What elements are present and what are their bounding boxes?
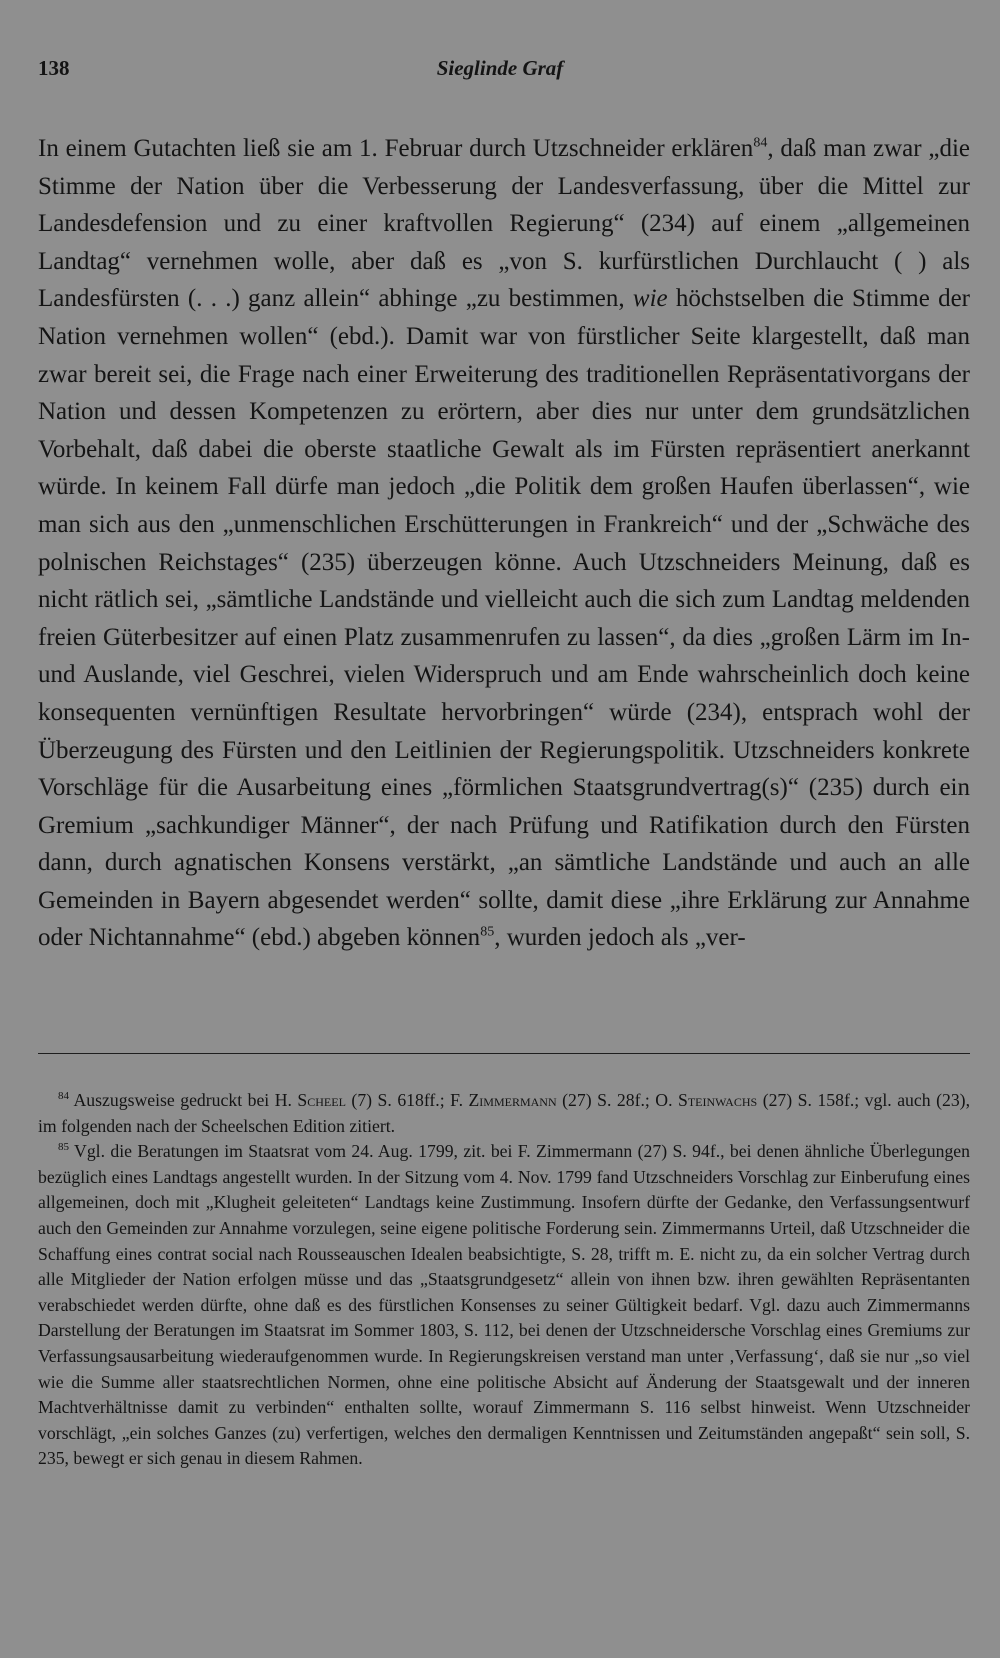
page-number: 138 xyxy=(38,56,70,80)
body-text-segment: höchstselben die Stimme der Nation vernehmen wollen“ (ebd.). Damit war von fürstlicher Seite klargestellt, daß man zwar bereit sei, die Frage nach einer Erweiterung des traditionellen Repräsentativorgans der Nation und dessen Kompetenzen zu erörtern, aber dies nur unter dem grundsätzlichen Vorbehalt, daß dabei die oberste staatliche Gewalt als im Fürsten repräsentiert anerkannt würde. In keinem Fall dürfe man jedoch „die Politik dem großen Haufen überlassen“, wie man sich aus den „unmenschlichen Erschütterungen in Frankreich“ und der „Schwäche des polnischen Reichstages“ (235) überzeugen könne. Auch Utzschneiders Meinung, daß es nicht rätlich sei, „sämtliche Landstände und vielleicht auch die sich zum Landtag meldenden freien Güterbesitzer auf einen Platz zusammenrufen zu lassen“, da dies „großen Lärm im In- und Auslande, viel Geschrei, vielen Widerspruch und am Ende wahrscheinlich doch keine konsequenten vernünftigen Resultate hervorbringen“ würde (234), entsprach wohl der Überzeugung des Fürsten und den Leitlinien der Regierungspolitik. Utzschneiders konkrete Vorschläge für die Ausarbeitung eines „förmlichen Staatsgrundvertrag(s)“ (235) durch ein Gremium „sachkundiger Männer“, der nach Prüfung und Ratifikation durch den Fürsten dann, durch agnatischen Konsens verstärkt, „an sämtliche Landstände und auch an alle Gemeinden in Bayern abgesendet werden“ sollte, damit diese „ihre Erklärung zur Annahme oder Nichtannahme“ (ebd.) abgeben können xyxy=(38,285,970,952)
footnotes xyxy=(38,1088,970,1472)
footnote-text: (7) S. 618ff.; F. xyxy=(345,1090,469,1110)
footnote-text: (27) S. 158f.; vgl. auch (23), im folgenden nach der Scheelschen Edition zitiert. xyxy=(38,1090,970,1136)
author-name: Zimmermann xyxy=(468,1090,557,1110)
author-name: Steinwachs xyxy=(678,1090,758,1110)
running-head: Sieglinde Graf xyxy=(436,56,564,80)
body-paragraph xyxy=(38,130,970,957)
footnote-ref: 84 xyxy=(753,135,768,151)
body-text-segment: In einem Gutachten ließ sie am 1. Februar durch Utzschneider erklären xyxy=(38,135,754,162)
footnote-mark: 85 xyxy=(58,1141,69,1154)
footnote-text: Auszugsweise gedruckt bei H. xyxy=(69,1090,298,1110)
footnote xyxy=(38,1139,970,1472)
body-text-segment: , wurden jedoch als „ver- xyxy=(494,924,746,952)
italic-word: wie xyxy=(632,285,668,313)
author-name: Scheel xyxy=(297,1090,346,1110)
footnote-text: Vgl. die Beratungen im Staatsrat vom 24. Aug. 1799, zit. bei F. Zimmermann (27) S. 94f., bei denen ähnliche Überlegungen bezüglich eines Landtags angestellt wurden. In der Sitzung vom 4. Nov. 1799 fand Utzschneiders Vorschlag zur Einberufung eines allgemeinen, doch mit „Klugheit geleiteten“ Landtags keine Zustimmung. Insofern dürfte der Gedanke, den Verfassungsentwurf auch den Gemeinden zur Annahme vorzulegen, seine eigene politische Forderung sein. Zimmermanns Urteil, daß Utzschneider die Schaffung eines contrat social nach Rousseauschen Idealen beabsichtigte, S. 28, trifft m. E. nicht zu, da ein solcher Vertrag durch alle Mitglieder der Nation erfolgen müsse und das „Staatsgrundgesetz“ allein von ihnen bzw. ihren gewählten Repräsentanten verabschiedet werden dürfte, ohne daß es des fürstlichen Konsenses zu seiner Gültigkeit bedarf. Vgl. dazu auch Zimmermanns Darstellung der Beratungen im Staatsrat im Sommer 1803, S. 112, bei denen der Utzschneidersche Vorschlag eines Gremiums zur Verfassungsausarbeitung wiederaufgenommen wurde. In Regierungskreisen verstand man unter ‚Verfassung‘, daß sie nur „so viel wie die Summe aller staatsrechtlichen Normen, ohne eine politische Absicht auf Änderung der Staatsgewalt und der inneren Machtverhältnisse damit zu verbinden“ enthalten sollte, worauf Zimmermann S. 116 selbst hinweist. Wenn Utzschneider vorschlägt, „ein solches Ganzes (zu) verfertigen, welches den dermaligen Kenntnissen und Zeitumständen angepaßt“ sein soll, S. 235, bewegt er sich genau in diesem Rahmen. xyxy=(38,1141,970,1469)
body-text-segment: , daß man zwar „die Stimme der Nation über die Verbesserung der Landesverfassung, über die Mittel zur Landesdefension und zu einer kraftvollen Regierung“ (234) auf einem „allgemeinen Landtag“ vernehmen wolle, aber daß es „von S. kurfürstlichen Durchlaucht ( ) als Landesfürsten (. . .) ganz allein“ abhinge „zu bestimmen, xyxy=(38,135,970,313)
main-text xyxy=(38,130,970,957)
footnote-mark: 84 xyxy=(58,1090,69,1103)
footnote-separator xyxy=(38,1053,970,1054)
footnote xyxy=(38,1088,970,1139)
footnote-ref: 85 xyxy=(480,925,495,941)
page-header xyxy=(38,56,962,96)
footnote-text: (27) S. 28f.; O. xyxy=(556,1090,679,1110)
